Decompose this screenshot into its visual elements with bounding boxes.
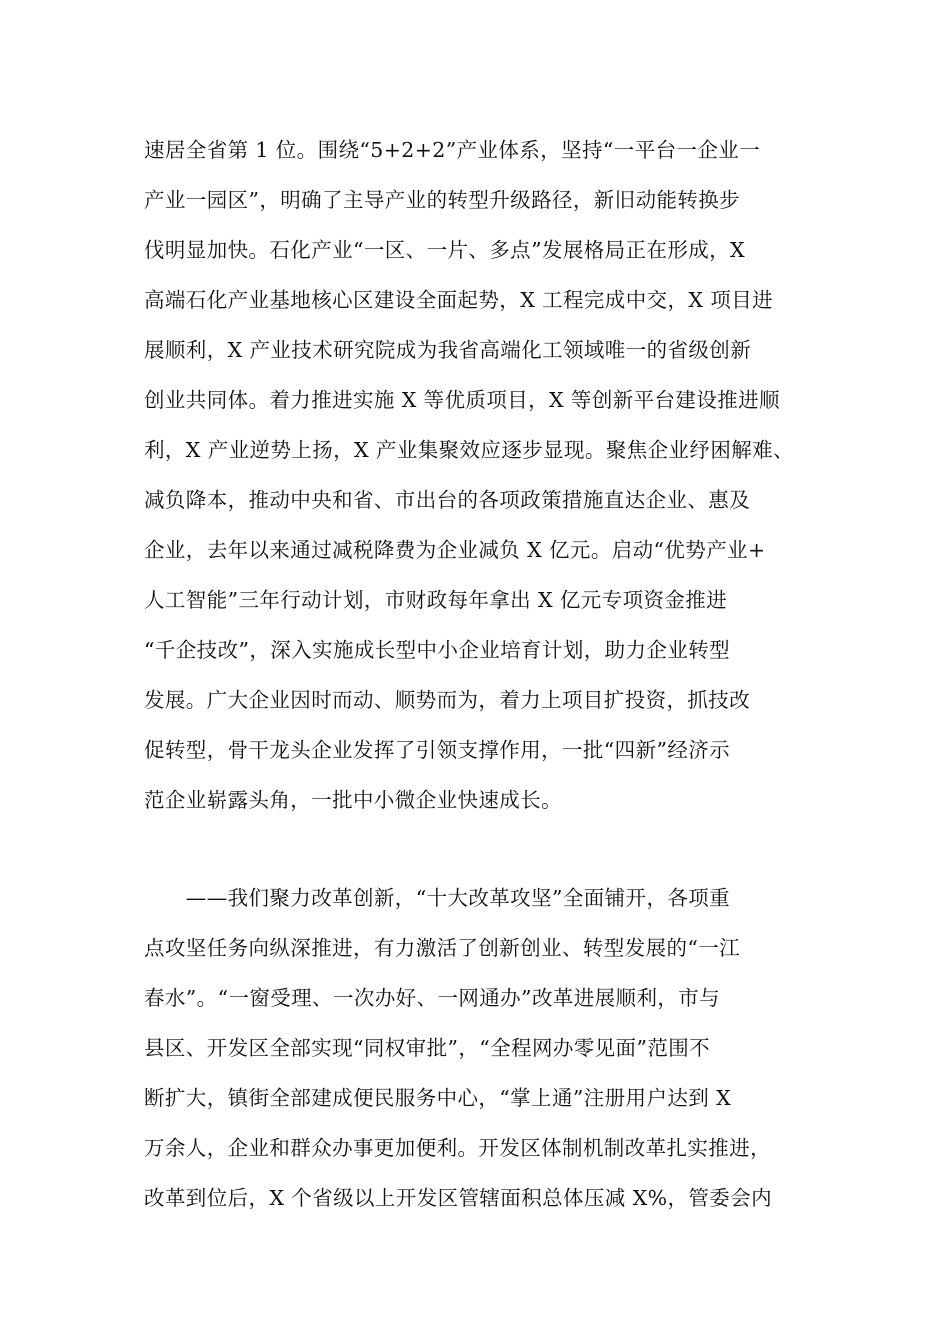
text-line: 速居全省第 1 位。围绕“5+2+2”产业体系，坚持“一平台一企业一 xyxy=(144,138,761,162)
text-line: 促转型，骨干龙头企业发挥了引领支撑作用，一批“四新”经济示 xyxy=(144,738,731,762)
text-line: 万余人，企业和群众办事更加便利。开发区体制机制改革扎实推进， xyxy=(144,1136,771,1160)
text-line: 创业共同体。着力推进实施 X 等优质项目，X 等创新平台建设推进顺 xyxy=(144,388,780,412)
text-line: 发展。广大企业因时而动、顺势而为，着力上项目扩投资，抓技改 xyxy=(144,688,751,712)
text-line: 产业一园区”，明确了主导产业的转型升级路径，新旧动能转换步 xyxy=(144,188,741,212)
text-line: 企业，去年以来通过减税降费为企业减负 X 亿元。启动“优势产业+ xyxy=(144,538,766,562)
text-line: 范企业崭露头角，一批中小微企业快速成长。 xyxy=(144,788,562,812)
text-line: 减负降本，推动中央和省、市出台的各项政策措施直达企业、惠及 xyxy=(144,488,751,512)
text-line: “千企技改”，深入实施成长型中小企业培育计划，助力企业转型 xyxy=(144,638,731,662)
text-line: 伐明显加快。石化产业“一区、一片、多点”发展格局正在形成，X xyxy=(144,238,746,262)
text-line: 春水”。“一窗受理、一次办好、一网通办”改革进展顺利，市与 xyxy=(144,986,721,1010)
text-line: 点攻坚任务向纵深推进，有力激活了创新创业、转型发展的“一江 xyxy=(144,936,741,960)
text-line: 利，X 产业逆势上扬，X 产业集聚效应逐步显现。聚焦企业纾困解难、 xyxy=(144,438,794,462)
text-line: 断扩大，镇街全部建成便民服务中心，“掌上通”注册用户达到 X xyxy=(144,1086,732,1110)
text-line: 人工智能”三年行动计划，市财政每年拿出 X 亿元专项资金推进 xyxy=(144,588,728,612)
text-line: 县区、开发区全部实现“同权审批”，“全程网办零见面”范围不 xyxy=(144,1036,711,1060)
text-line: ——我们聚力改革创新，“十大改革攻坚”全面铺开，各项重 xyxy=(144,886,731,910)
text-line: 高端石化产业基地核心区建设全面起势，X 工程完成中交，X 项目进 xyxy=(144,288,774,312)
text-line: 改革到位后，X 个省级以上开发区管辖面积总体压减 X%，管委会内 xyxy=(144,1186,772,1210)
text-line: 展顺利，X 产业技术研究院成为我省高端化工领域唯一的省级创新 xyxy=(144,338,752,362)
